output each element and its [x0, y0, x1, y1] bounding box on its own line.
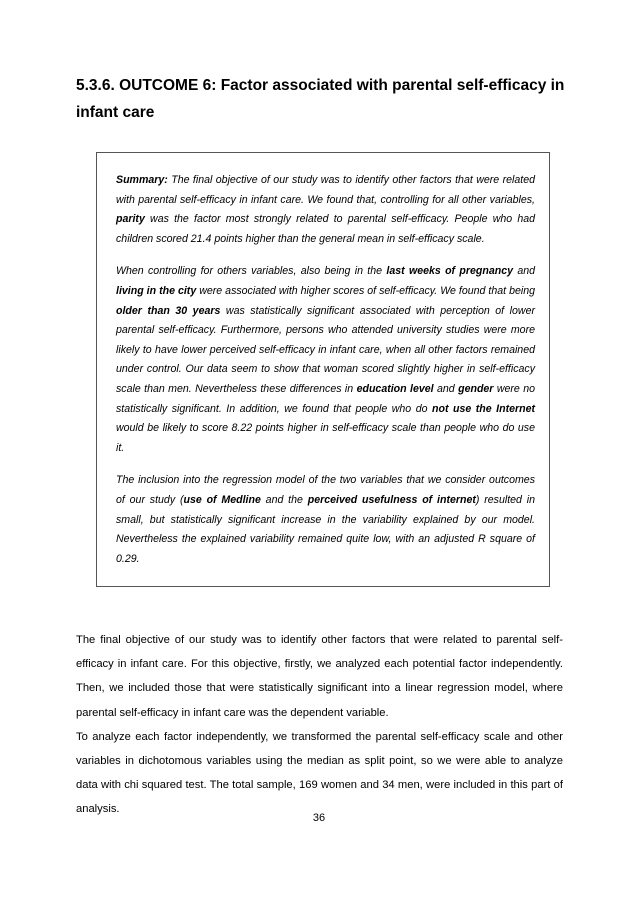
summary-paragraph-3: The inclusion into the regression model of the two variables that we consider outcomes of our study (use of Medline and the perceived usefulness of internet) resulted in small, but statistically significant increase in the variability explained by our model. Nevertheless the explained variability remained quite low, with an adjusted R square of 0.29. — [116, 474, 535, 565]
emphasis-parity: parity — [116, 213, 145, 226]
summary-box — [96, 152, 550, 587]
body-text — [76, 628, 563, 822]
emphasis-perceived-usefulness: perceived usefulness of internet — [307, 493, 476, 506]
page-number: 36 — [312, 812, 326, 824]
body-paragraph-2: To analyze each factor independently, we transformed the parental self-efficacy scale and other variables in dichotomous variables using the median as split point, so we were able to analyze data with chi squared test. The total sample, 169 women and 34 men, were included in this part of analysis. — [76, 730, 563, 816]
emphasis-not-use-internet: not use the Internet — [432, 402, 536, 415]
summary-paragraph-2: When controlling for others variables, also being in the last weeks of pregnancy and living in the city were associated with higher scores of self-efficacy. We found that being older than 30 years was statistically significant associated with perception of lower parental self-efficacy. Furthermore, persons who attended university studies were more likely to have lower perceived self-efficacy in infant care, when all other factors remained under control. Our data seem to show that woman scored slightly higher in self-efficacy scale than men. Nevertheless these differences in education level and gender were no statistically significant. In addition, we found that people who do not use the Internet would be likely to score 8.22 points higher in self-efficacy scale than people who do use it. — [116, 265, 536, 454]
emphasis-use-medline: use of Medline — [183, 493, 261, 506]
summary-label: Summary: — [116, 174, 168, 186]
emphasis-gender: gender — [458, 382, 494, 395]
emphasis-living-city: living in the city — [116, 284, 197, 297]
emphasis-older-30: older than 30 years — [116, 304, 221, 317]
summary-paragraph-1: Summary: The final objective of our study was to identify other factors that were related with parental self-efficacy in infant care. We found that, controlling for all other variables, parity was the factor most strongly related to parental self-efficacy. People who had children scored 21.4 points higher than the general mean in self-efficacy scale. — [116, 174, 535, 245]
emphasis-last-weeks-pregnancy: last weeks of pregnancy — [386, 265, 513, 278]
emphasis-education-level: education level — [356, 382, 434, 395]
section-heading: 5.3.6. OUTCOME 6: Factor associated with parental self-efficacy in infant care — [76, 77, 565, 121]
body-paragraph-1: The final objective of our study was to identify other factors that were related to parental self-efficacy in infant care. For this objective, firstly, we analyzed each potential factor independently. Then, we included those that were statistically significant into a linear regression model, where parental self-efficacy in infant care was the dependent variable. — [76, 634, 563, 719]
